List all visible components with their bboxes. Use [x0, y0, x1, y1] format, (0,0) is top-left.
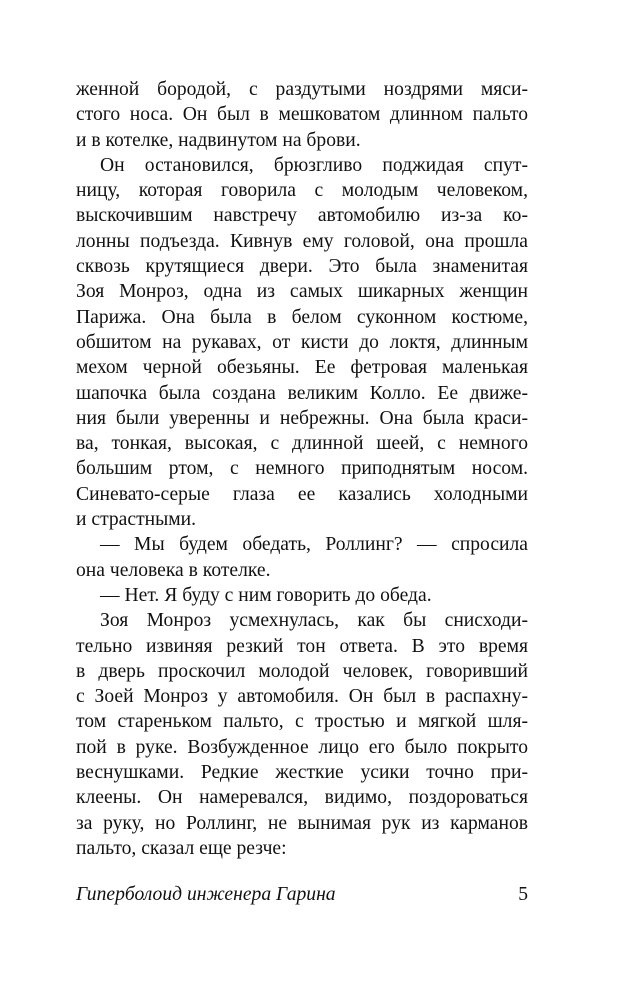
text-line: за руку, но Роллинг, не вынимая рук из карманов: [76, 812, 528, 834]
page-number: 5: [518, 884, 528, 905]
page-footer: [76, 884, 528, 910]
text-line: ва, тонкая, высокая, с длинной шеей, с немного: [76, 433, 528, 455]
text-line: она человека в котелке.: [76, 559, 271, 581]
running-footer-title: Гиперболоид инженера Гарина: [76, 884, 336, 905]
text-line: — Мы будем обедать, Роллинг? — спросила: [100, 534, 528, 556]
text-line: — Нет. Я буду с ним говорить до обеда.: [100, 584, 432, 606]
text-line: стого носа. Он был в мешковатом длинном пальто: [76, 104, 528, 126]
text-line: веснушками. Редкие жесткие усики точно при-: [76, 762, 528, 784]
text-line: женной бородой, с раздутыми ноздрями мяси-: [76, 79, 528, 100]
text-line: обшитом на рукавах, от кисти до локтя, длинным: [76, 331, 528, 353]
text-line: тельно извиняя резкий тон ответа. В это время: [76, 635, 528, 657]
text-line: ния были уверенны и небрежны. Она была краси-: [76, 407, 528, 429]
text-line: клеены. Он намеревался, видимо, поздороваться: [76, 787, 528, 809]
text-line: и в котелке, надвинутом на брови.: [76, 129, 361, 151]
text-line: и страстными.: [76, 509, 197, 531]
page-body-text: [76, 77, 528, 861]
text-line: выскочившим навстречу автомобилю из-за ко-: [76, 205, 528, 227]
text-line: мехом черной обезьяны. Ее фетровая маленькая: [76, 357, 528, 379]
text-line: Зоя Монроз усмехнулась, как бы снисходи-: [100, 610, 528, 632]
text-line: Парижа. Она была в белом суконном костюме,: [76, 306, 528, 328]
text-line: Синевато-серые глаза ее казались холодными: [76, 483, 528, 505]
text-line: большим ртом, с немного приподнятым носом.: [76, 458, 528, 480]
text-line: лонны подъезда. Кивнув ему головой, она прошла: [76, 230, 528, 252]
text-line: Он остановился, брюзгливо поджидая спут-: [100, 154, 528, 176]
text-line: том стареньком пальто, с тростью и мягкой шля-: [76, 711, 528, 733]
text-line: Зоя Монроз, одна из самых шикарных женщин: [76, 281, 528, 303]
text-line: сквозь крутящиеся двери. Это была знаменитая: [76, 256, 528, 278]
text-line: ницу, которая говорила с молодым человеком,: [76, 180, 528, 202]
text-line: с Зоей Монроз у автомобиля. Он был в распахну-: [76, 686, 528, 708]
text-line: пальто, сказал еще резче:: [76, 837, 287, 859]
text-line: пой в руке. Возбужденное лицо его было покрыто: [76, 736, 528, 758]
text-line: шапочка была создана великим Колло. Ее движе-: [76, 382, 528, 404]
text-line: в дверь проскочил молодой человек, говоривший: [76, 660, 528, 682]
